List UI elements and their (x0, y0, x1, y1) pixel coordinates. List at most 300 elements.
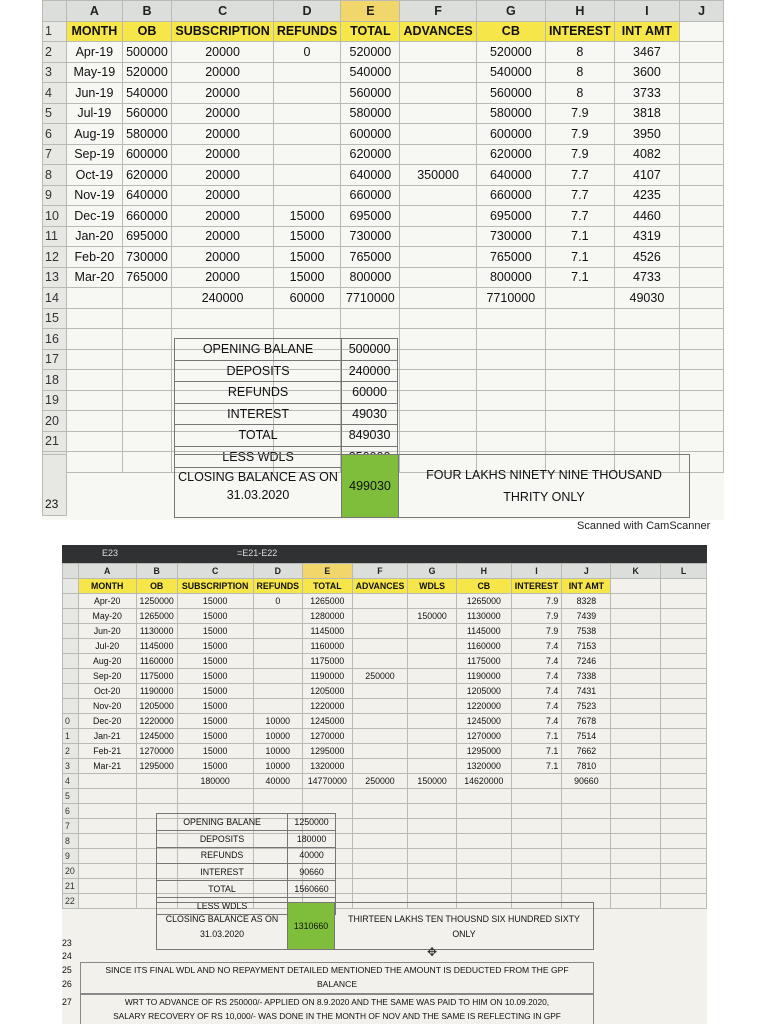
table-cell[interactable]: 1265000 (456, 594, 511, 609)
empty-cell[interactable] (661, 894, 707, 909)
table-cell[interactable]: 695000 (341, 206, 400, 227)
empty-cell[interactable] (67, 329, 122, 350)
table-cell[interactable]: 560000 (122, 103, 172, 124)
closing-balance-value-2[interactable]: 1310660 (288, 903, 335, 949)
row-header[interactable]: 4 (43, 83, 67, 104)
table-cell[interactable]: 1220000 (303, 699, 353, 714)
table-cell[interactable] (253, 609, 303, 624)
empty-cell[interactable] (611, 669, 661, 684)
summary-value[interactable]: 1250000 (288, 814, 336, 831)
row-header[interactable] (63, 654, 79, 669)
empty-cell[interactable] (352, 789, 408, 804)
table-cell[interactable]: Oct-19 (67, 165, 122, 186)
empty-cell[interactable] (408, 864, 457, 879)
table-cell[interactable]: 20000 (172, 247, 273, 268)
empty-cell[interactable] (408, 789, 457, 804)
empty-cell[interactable] (680, 226, 724, 247)
row-header[interactable]: 20 (43, 411, 67, 432)
empty-cell[interactable] (661, 804, 707, 819)
row-header[interactable]: 21 (43, 431, 67, 452)
empty-cell[interactable] (680, 267, 724, 288)
table-cell[interactable]: Apr-19 (67, 42, 122, 63)
table-cell[interactable]: 3733 (614, 83, 679, 104)
empty-cell[interactable] (476, 370, 545, 391)
empty-cell[interactable] (400, 308, 476, 329)
table-cell[interactable]: 7514 (562, 729, 611, 744)
table-cell[interactable]: 14620000 (456, 774, 511, 789)
table-cell[interactable] (273, 144, 340, 165)
empty-cell[interactable] (611, 759, 661, 774)
summary-value[interactable]: 1560660 (288, 881, 336, 898)
empty-cell[interactable] (476, 390, 545, 411)
empty-cell[interactable] (78, 849, 136, 864)
empty-cell[interactable] (661, 789, 707, 804)
table-cell[interactable]: 7.4 (511, 714, 562, 729)
row-header[interactable]: 17 (43, 349, 67, 370)
empty-cell[interactable] (511, 819, 562, 834)
table-cell[interactable]: 520000 (122, 62, 172, 83)
table-cell[interactable]: 800000 (341, 267, 400, 288)
table-cell[interactable] (408, 714, 457, 729)
empty-cell[interactable] (680, 185, 724, 206)
row-header[interactable] (63, 609, 79, 624)
table-cell[interactable]: 15000 (177, 684, 253, 699)
table-cell[interactable]: 40000 (253, 774, 303, 789)
table-cell[interactable]: 1250000 (136, 594, 177, 609)
empty-cell[interactable] (400, 390, 476, 411)
column-header[interactable] (43, 1, 67, 22)
empty-cell[interactable] (611, 774, 661, 789)
field-header-cell[interactable]: TOTAL (341, 21, 400, 42)
empty-cell[interactable] (400, 431, 476, 452)
table-cell[interactable]: 49030 (614, 288, 679, 309)
table-cell[interactable]: 7.4 (511, 699, 562, 714)
table-cell[interactable]: 1270000 (136, 744, 177, 759)
table-cell[interactable]: Jun-19 (67, 83, 122, 104)
empty-cell[interactable] (680, 329, 724, 350)
table-cell[interactable] (400, 185, 476, 206)
table-cell[interactable]: 600000 (341, 124, 400, 145)
table-cell[interactable]: 660000 (341, 185, 400, 206)
table-cell[interactable] (408, 624, 457, 639)
formula-input[interactable]: =E21-E22 (237, 548, 278, 558)
table-cell[interactable]: 1265000 (136, 609, 177, 624)
empty-cell[interactable] (562, 789, 611, 804)
empty-cell[interactable] (545, 390, 614, 411)
empty-cell[interactable] (352, 849, 408, 864)
table-cell[interactable]: 695000 (122, 226, 172, 247)
table-cell[interactable]: 580000 (476, 103, 545, 124)
empty-cell[interactable] (67, 431, 122, 452)
table-cell[interactable]: 60000 (273, 288, 340, 309)
empty-cell[interactable] (136, 789, 177, 804)
empty-cell[interactable] (78, 879, 136, 894)
empty-cell[interactable] (562, 849, 611, 864)
table-cell[interactable]: 1220000 (136, 714, 177, 729)
table-cell[interactable] (273, 165, 340, 186)
table-cell[interactable]: 7538 (562, 624, 611, 639)
empty-cell[interactable] (456, 789, 511, 804)
empty-cell[interactable] (611, 624, 661, 639)
column-header[interactable]: C (172, 1, 273, 22)
empty-cell[interactable] (661, 879, 707, 894)
empty-cell[interactable] (122, 329, 172, 350)
table-cell[interactable]: 1130000 (136, 624, 177, 639)
empty-cell[interactable] (611, 714, 661, 729)
row-header[interactable]: 9 (43, 185, 67, 206)
table-cell[interactable] (253, 699, 303, 714)
empty-cell[interactable] (122, 390, 172, 411)
field-header-cell[interactable]: CB (456, 579, 511, 594)
table-cell[interactable]: 20000 (172, 83, 273, 104)
table-cell[interactable]: 1175000 (456, 654, 511, 669)
table-cell[interactable]: Jul-19 (67, 103, 122, 124)
table-cell[interactable]: 1295000 (136, 759, 177, 774)
table-cell[interactable]: 500000 (122, 42, 172, 63)
table-cell[interactable]: Jun-20 (78, 624, 136, 639)
empty-cell[interactable] (661, 609, 707, 624)
table-cell[interactable]: 520000 (476, 42, 545, 63)
column-header[interactable]: A (67, 1, 122, 22)
table-cell[interactable]: 15000 (177, 624, 253, 639)
empty-cell[interactable] (680, 370, 724, 391)
row-header[interactable]: 18 (43, 370, 67, 391)
table-cell[interactable]: 20000 (172, 42, 273, 63)
empty-cell[interactable] (67, 308, 122, 329)
column-header[interactable] (63, 564, 79, 579)
empty-cell[interactable] (614, 349, 679, 370)
table-cell[interactable] (400, 83, 476, 104)
empty-cell[interactable] (661, 594, 707, 609)
table-cell[interactable] (273, 124, 340, 145)
field-header-cell[interactable]: WDLS (408, 579, 457, 594)
field-header-cell[interactable]: INT AMT (562, 579, 611, 594)
summary-value[interactable]: 40000 (288, 847, 336, 864)
field-header-cell[interactable]: OB (122, 21, 172, 42)
row-header[interactable]: 2 (63, 744, 79, 759)
row-header[interactable]: 20 (63, 864, 79, 879)
field-header-cell[interactable]: REFUNDS (253, 579, 303, 594)
empty-cell[interactable] (122, 411, 172, 432)
empty-cell[interactable] (456, 849, 511, 864)
table-cell[interactable]: 90660 (562, 774, 611, 789)
table-cell[interactable]: 7.9 (545, 124, 614, 145)
row-num-27[interactable]: 27 (62, 997, 72, 1007)
table-cell[interactable] (408, 669, 457, 684)
row-header[interactable]: 11 (43, 226, 67, 247)
table-cell[interactable]: 20000 (172, 185, 273, 206)
table-cell[interactable]: 1130000 (456, 609, 511, 624)
row-header[interactable]: 22 (63, 894, 79, 909)
column-header[interactable]: H (456, 564, 511, 579)
empty-cell[interactable] (511, 864, 562, 879)
empty-cell[interactable] (408, 879, 457, 894)
table-cell[interactable]: 7710000 (341, 288, 400, 309)
field-header-cell[interactable]: REFUNDS (273, 21, 340, 42)
row-header-23[interactable]: 23 (42, 454, 67, 516)
empty-cell[interactable] (614, 411, 679, 432)
table-cell[interactable]: 8328 (562, 594, 611, 609)
table-cell[interactable]: 1245000 (136, 729, 177, 744)
table-cell[interactable]: Dec-19 (67, 206, 122, 227)
table-cell[interactable]: 15000 (273, 226, 340, 247)
row-header[interactable]: 6 (43, 124, 67, 145)
row-header[interactable] (63, 594, 79, 609)
empty-cell[interactable] (78, 834, 136, 849)
table-cell[interactable]: 8 (545, 62, 614, 83)
empty-cell[interactable] (661, 744, 707, 759)
table-cell[interactable]: 7678 (562, 714, 611, 729)
empty-cell[interactable] (78, 789, 136, 804)
column-header[interactable]: B (136, 564, 177, 579)
empty-cell[interactable] (680, 411, 724, 432)
empty-cell[interactable] (352, 819, 408, 834)
table-cell[interactable] (408, 684, 457, 699)
table-cell[interactable]: 640000 (476, 165, 545, 186)
empty-cell[interactable] (661, 654, 707, 669)
column-header[interactable]: H (545, 1, 614, 22)
table-cell[interactable]: Nov-19 (67, 185, 122, 206)
empty-cell[interactable] (67, 452, 122, 473)
table-cell[interactable]: 1205000 (303, 684, 353, 699)
empty-cell[interactable] (400, 411, 476, 432)
empty-cell[interactable] (545, 308, 614, 329)
table-cell[interactable]: Apr-20 (78, 594, 136, 609)
empty-cell[interactable] (273, 308, 340, 329)
table-cell[interactable]: 3467 (614, 42, 679, 63)
table-cell[interactable]: 640000 (122, 185, 172, 206)
empty-cell[interactable] (611, 609, 661, 624)
empty-cell[interactable] (67, 349, 122, 370)
empty-cell[interactable] (400, 349, 476, 370)
table-cell[interactable]: 8 (545, 83, 614, 104)
table-cell[interactable]: 540000 (476, 62, 545, 83)
table-cell[interactable]: 1295000 (303, 744, 353, 759)
table-cell[interactable]: 1190000 (456, 669, 511, 684)
table-cell[interactable]: 20000 (172, 267, 273, 288)
empty-cell[interactable] (661, 849, 707, 864)
table-cell[interactable]: 1190000 (303, 669, 353, 684)
empty-cell[interactable] (545, 349, 614, 370)
table-cell[interactable]: 3950 (614, 124, 679, 145)
row-header[interactable]: 1 (43, 21, 67, 42)
summary-value[interactable]: 60000 (342, 382, 398, 404)
empty-cell[interactable] (680, 21, 724, 42)
empty-cell[interactable] (352, 804, 408, 819)
field-header-cell[interactable]: INTEREST (545, 21, 614, 42)
table-cell[interactable]: 660000 (122, 206, 172, 227)
column-header[interactable]: B (122, 1, 172, 22)
table-cell[interactable]: 10000 (253, 714, 303, 729)
table-cell[interactable] (400, 226, 476, 247)
table-cell[interactable]: 4107 (614, 165, 679, 186)
empty-cell[interactable] (611, 639, 661, 654)
table-cell[interactable]: 1190000 (136, 684, 177, 699)
empty-cell[interactable] (611, 729, 661, 744)
table-cell[interactable]: 7523 (562, 699, 611, 714)
table-cell[interactable]: 7.4 (511, 654, 562, 669)
empty-cell[interactable] (661, 819, 707, 834)
empty-cell[interactable] (352, 879, 408, 894)
table-cell[interactable]: 1175000 (136, 669, 177, 684)
empty-cell[interactable] (408, 819, 457, 834)
table-cell[interactable]: 1270000 (456, 729, 511, 744)
table-cell[interactable]: 580000 (341, 103, 400, 124)
table-cell[interactable] (408, 729, 457, 744)
column-header[interactable]: F (400, 1, 476, 22)
empty-cell[interactable] (661, 864, 707, 879)
empty-cell[interactable] (680, 42, 724, 63)
column-header[interactable]: A (78, 564, 136, 579)
empty-cell[interactable] (545, 329, 614, 350)
empty-cell[interactable] (545, 411, 614, 432)
column-header[interactable]: L (661, 564, 707, 579)
table-cell[interactable] (400, 206, 476, 227)
empty-cell[interactable] (456, 879, 511, 894)
summary-value[interactable]: 49030 (342, 403, 398, 425)
empty-cell[interactable] (476, 349, 545, 370)
empty-cell[interactable] (545, 370, 614, 391)
empty-cell[interactable] (680, 144, 724, 165)
empty-cell[interactable] (680, 308, 724, 329)
field-header-cell[interactable]: SUBSCRIPTION (172, 21, 273, 42)
table-cell[interactable] (78, 774, 136, 789)
column-header[interactable]: G (408, 564, 457, 579)
row-header[interactable]: 5 (63, 789, 79, 804)
table-cell[interactable]: 730000 (476, 226, 545, 247)
table-cell[interactable] (253, 639, 303, 654)
table-cell[interactable]: 7.4 (511, 684, 562, 699)
empty-cell[interactable] (476, 411, 545, 432)
table-cell[interactable]: 15000 (273, 206, 340, 227)
empty-cell[interactable] (614, 329, 679, 350)
empty-cell[interactable] (661, 639, 707, 654)
table-cell[interactable]: 10000 (253, 744, 303, 759)
empty-cell[interactable] (611, 684, 661, 699)
empty-cell[interactable] (562, 804, 611, 819)
row-header[interactable]: 15 (43, 308, 67, 329)
empty-cell[interactable] (511, 879, 562, 894)
table-cell[interactable]: 1145000 (456, 624, 511, 639)
empty-cell[interactable] (611, 864, 661, 879)
empty-cell[interactable] (408, 804, 457, 819)
empty-cell[interactable] (456, 819, 511, 834)
empty-cell[interactable] (476, 329, 545, 350)
empty-cell[interactable] (400, 329, 476, 350)
empty-cell[interactable] (67, 390, 122, 411)
row-header[interactable] (63, 699, 79, 714)
table-cell[interactable]: 7810 (562, 759, 611, 774)
summary-value[interactable]: 180000 (288, 830, 336, 847)
empty-cell[interactable] (78, 819, 136, 834)
empty-cell[interactable] (661, 729, 707, 744)
table-cell[interactable]: 695000 (476, 206, 545, 227)
table-cell[interactable] (352, 624, 408, 639)
table-cell[interactable]: 730000 (122, 247, 172, 268)
empty-cell[interactable] (562, 819, 611, 834)
table-cell[interactable]: 560000 (341, 83, 400, 104)
table-cell[interactable]: Jan-20 (67, 226, 122, 247)
row-num-26[interactable]: 26 (62, 979, 72, 989)
table-cell[interactable]: 15000 (177, 744, 253, 759)
table-cell[interactable] (253, 654, 303, 669)
empty-cell[interactable] (614, 390, 679, 411)
table-cell[interactable] (400, 103, 476, 124)
table-cell[interactable]: 1245000 (303, 714, 353, 729)
empty-cell[interactable] (78, 864, 136, 879)
table-cell[interactable] (352, 639, 408, 654)
table-cell[interactable] (352, 729, 408, 744)
row-header[interactable] (63, 624, 79, 639)
table-cell[interactable]: 7439 (562, 609, 611, 624)
table-cell[interactable]: 1160000 (303, 639, 353, 654)
table-cell[interactable]: 7.7 (545, 165, 614, 186)
field-header-cell[interactable]: CB (476, 21, 545, 42)
empty-cell[interactable] (611, 789, 661, 804)
empty-cell[interactable] (511, 849, 562, 864)
table-cell[interactable] (352, 609, 408, 624)
empty-cell[interactable] (400, 370, 476, 391)
empty-cell[interactable] (661, 834, 707, 849)
table-cell[interactable]: 7662 (562, 744, 611, 759)
table-cell[interactable]: 350000 (400, 165, 476, 186)
table-cell[interactable]: May-20 (78, 609, 136, 624)
table-cell[interactable]: 7.7 (545, 185, 614, 206)
column-header[interactable]: E (303, 564, 353, 579)
empty-cell[interactable] (611, 744, 661, 759)
table-cell[interactable]: 1160000 (136, 654, 177, 669)
table-cell[interactable]: Sep-20 (78, 669, 136, 684)
table-cell[interactable] (253, 684, 303, 699)
table-cell[interactable]: 7.9 (511, 609, 562, 624)
table-cell[interactable] (273, 103, 340, 124)
empty-cell[interactable] (611, 819, 661, 834)
empty-cell[interactable] (352, 864, 408, 879)
row-header[interactable]: 21 (63, 879, 79, 894)
row-header[interactable]: 3 (43, 62, 67, 83)
table-cell[interactable]: 765000 (122, 267, 172, 288)
table-cell[interactable] (67, 288, 122, 309)
empty-cell[interactable] (253, 789, 303, 804)
field-header-cell[interactable]: INTEREST (511, 579, 562, 594)
row-header[interactable]: 2 (43, 42, 67, 63)
table-cell[interactable] (408, 639, 457, 654)
table-cell[interactable]: 800000 (476, 267, 545, 288)
empty-cell[interactable] (476, 431, 545, 452)
table-cell[interactable]: 730000 (341, 226, 400, 247)
table-cell[interactable] (511, 774, 562, 789)
table-cell[interactable]: 180000 (177, 774, 253, 789)
table-cell[interactable] (352, 744, 408, 759)
table-cell[interactable]: 520000 (341, 42, 400, 63)
empty-cell[interactable] (680, 288, 724, 309)
table-cell[interactable] (400, 124, 476, 145)
row-num-25[interactable]: 25 (62, 965, 72, 975)
table-cell[interactable]: Mar-20 (67, 267, 122, 288)
empty-cell[interactable] (611, 654, 661, 669)
table-cell[interactable]: 150000 (408, 609, 457, 624)
empty-cell[interactable] (562, 879, 611, 894)
closing-balance-value[interactable]: 499030 (342, 455, 399, 517)
empty-cell[interactable] (680, 165, 724, 186)
table-cell[interactable]: 15000 (177, 729, 253, 744)
table-cell[interactable]: 15000 (177, 759, 253, 774)
table-cell[interactable]: 150000 (408, 774, 457, 789)
table-cell[interactable]: 7.1 (511, 729, 562, 744)
row-header[interactable] (63, 579, 79, 594)
table-cell[interactable] (545, 288, 614, 309)
table-cell[interactable] (352, 684, 408, 699)
